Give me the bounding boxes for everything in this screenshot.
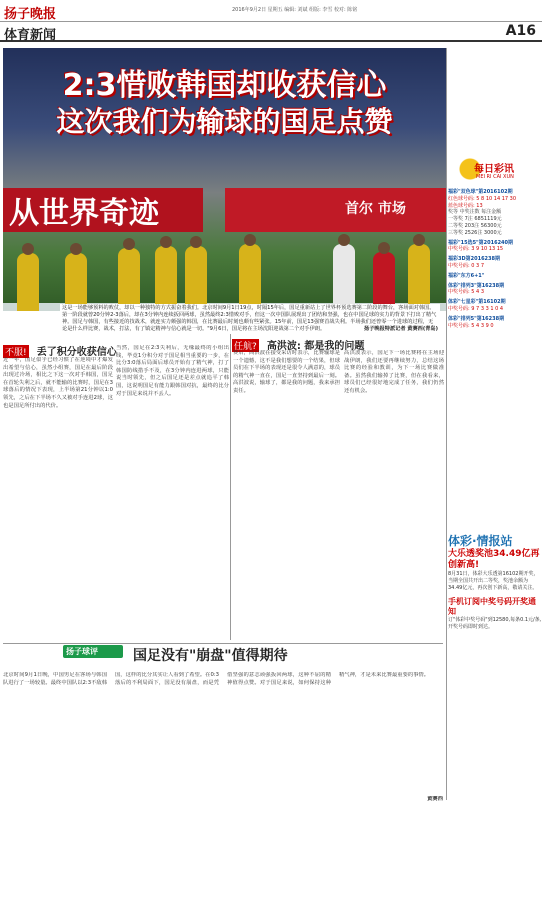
sports-info-headline: 大乐透奖池34.49亿再创新高! (448, 549, 540, 570)
newspaper-logo: 扬子晚报 (4, 7, 57, 22)
lottery-line: 一等奖 7注 6851119元 (448, 216, 502, 223)
lottery-line: 福彩"15选5"第2016240期 (448, 239, 514, 246)
article1-column2: 当然，国足在2:3失利后，无缘最终的小组出线，毕竟1分积分对于国足相当重要的一步，在比分3:0落后局面后球员开始有了精气神，打了韩国防线措手不及，在3分钟内连进两球，只能说当时领先，但之后国足还是差点就追平了韩国，这说明国足有能力跟韩国对抗，最终的比分对于国足来说并不丢人。 (116, 345, 229, 397)
article3-title: 国足没有"崩盘"值得期待 (133, 648, 288, 664)
article1-title: 丢了积分收获信心 (36, 347, 117, 358)
masthead (0, 0, 542, 22)
lottery-line: 蓝色球号码: 13 (448, 202, 483, 209)
player-figure (408, 244, 430, 306)
sports-info-body: 8月31日，体彩大乐透第16102期开奖，当期全国共开出二等奖，奖池余额为34.49亿元，再次创下新高，敬请关注。 (448, 571, 539, 591)
lottery-logo-sub: MEI RI CAI XUN (476, 174, 514, 180)
article2-header (232, 334, 412, 352)
lottery-line: 中奖号码: 5 4 3 (448, 289, 484, 296)
article1-column1: 近一年，国足似乎已经习惯了在逆境中才爆发出希望与信心，虽然小组赛，国足在最后阶段出现过冷场，相比之下这一次对手韩国，国足在首轮失利之后，就不能输的比赛时，国足在3球落后的情况下表现，上半场第21分钟以1:0领先，之后在下半场不久又被对手连进2球，这也是国足所付出的代价。 (3, 357, 113, 409)
article3-author: 黄赛西 (427, 796, 443, 802)
player-figure (118, 248, 140, 310)
player-figure (17, 253, 39, 311)
lottery-line: 福彩"双色球"第2016102期 (448, 189, 513, 195)
section-title: 体育新闻 (4, 28, 57, 43)
player-figure (65, 253, 87, 311)
stadium-banner-left: 从世界奇迹 (3, 188, 203, 232)
player-figure (155, 246, 177, 308)
lottery-line: 三等奖 2526注 3000元 (448, 229, 502, 236)
lottery-line: 福彩"东方6+1" (448, 272, 485, 279)
lottery-line: 体彩"排列3"第16238期 (448, 282, 505, 289)
lottery-line: 红色球号码: 5 8 10 14 17 30 (448, 195, 517, 202)
main-photo (3, 48, 446, 311)
lottery-line: 福彩3D第2016238期 (448, 256, 500, 263)
lottery-line: 中奖号码: 9 7 3 3 1 0 4 (448, 305, 504, 312)
article2-title: 高洪波: 都是我的问题 (266, 341, 365, 352)
article3-header (3, 645, 441, 671)
article1-tag: 不服! (3, 345, 29, 358)
photo-headline-2: 这次我们为输球的国足点赞 (56, 105, 393, 138)
sms-subscribe-title: 手机订阅中奖号码开奖通知 (448, 597, 536, 616)
right-column-divider (446, 48, 447, 800)
article3-tag: 扬子球评 (63, 645, 123, 658)
lottery-line: 奖等 中奖注数 每注金额 (448, 209, 502, 216)
lottery-line: 体彩"排列5"第16238期 (448, 315, 505, 322)
page-number: A16 (505, 23, 536, 39)
column-divider (230, 334, 231, 640)
stadium-banner-right-text: 首尔 市场 (345, 201, 406, 217)
sms-subscribe-body: 订"体彩中奖号码"到12580,每条0.1元/条,开奖号码即时到达。 (448, 617, 542, 630)
player-figure (185, 246, 207, 308)
lottery-line: 中奖号码: 5 4 3 9 0 (448, 322, 494, 329)
photo-caption-text: 这是一场能够预料的败仗，却以一种独特的方式振奋着我们。北京时间9月1日19点，时隔15年后，国足重新站上了世界杯预选赛第二阶段的舞台，客场面对韩国。第一阶段就曾20分钟2-3落后，却在3分钟内连续扳回两球，虽然最终2:3惜败对手，但这一次中国队展现出了团结和坚强，也在中国足球的实力的背景下打出了精气神。国足与韩国，有些接近的技战术，就连实力颇强的韩国，在比赛最后时刻也颇有些紧张。15年前，国足13强赛首战失利。半场我们还曾零一个进球的过程，无论是什么样比赛，战术，打法，有了镇定精神与信心就是一切。"9月6日，国足将在主场沈阳迎战第二个对手伊朗。 (62, 305, 437, 332)
section-header (0, 22, 542, 42)
article3-text: 北京时间9月1日晚，中国男足在客场与韩国队进行了一场较量。最终中国队以2:3不敌韩国，这样的比分其实让人看到了希望。在0:3落后的不利局面下，国足没有崩盘，而是凭借坚强的意志顽强扳回两球，这种不屈的精神值得点赞。对于国足来说，如何保持这种精气神，才是未来比赛最重要的事情。 (3, 672, 430, 686)
article2-column2: 高洪波表示，国足下一场比赛将在主场迎战伊朗，我们还要再继续努力，总结这场比赛的经验和教训，为下一场比赛做准备。虽然我们输掉了比赛，但在我看来，球员们已经很好地完成了任务，我们仍然还有机会。 (344, 350, 444, 394)
masthead-info: 2016年9月2日 星期五 编辑: 刘斌 组版: 李雪 校对: 陈铭 (232, 7, 358, 13)
article2-tag: 任航? (232, 339, 259, 352)
photo-caption-credit: 扬子晚报特派记者 黄赛西(青岛) (364, 326, 438, 332)
photo-headline-1: 2:3惜败韩国却收获信心 (62, 68, 387, 103)
article2-column1: 赛后，高洪波在接受采访时表示，比赛输球是一个遗憾，这不是我们想要的一个结果，但球员们在下半场的表现还是很令人满意的，球员的精气神一直在，国足一直坚持到最后一刻。高洪波说，输球了，都是我的问题，我来承担责任。 (233, 350, 340, 394)
lottery-line: 中奖号码: 0 3 7 (448, 262, 484, 269)
photo-caption (60, 304, 440, 334)
lottery-line: 中奖号码: 3 9 10 13 15 (448, 246, 504, 253)
lottery-logo: 每日彩讯 (474, 164, 514, 175)
sports-info-logo: 体彩·情报站 (448, 534, 513, 548)
stadium-banner-right (225, 188, 446, 232)
player-figure (239, 244, 261, 306)
section-divider (3, 643, 443, 644)
lottery-line: 体彩"七星彩"第16102期 (448, 299, 506, 306)
opponent-figure (373, 252, 395, 311)
article3-body (3, 672, 443, 924)
lottery-results (448, 186, 542, 329)
sports-info-box (448, 532, 542, 631)
lottery-line: 二等奖 203注 56300元 (448, 222, 502, 229)
goalkeeper-figure (333, 244, 355, 306)
